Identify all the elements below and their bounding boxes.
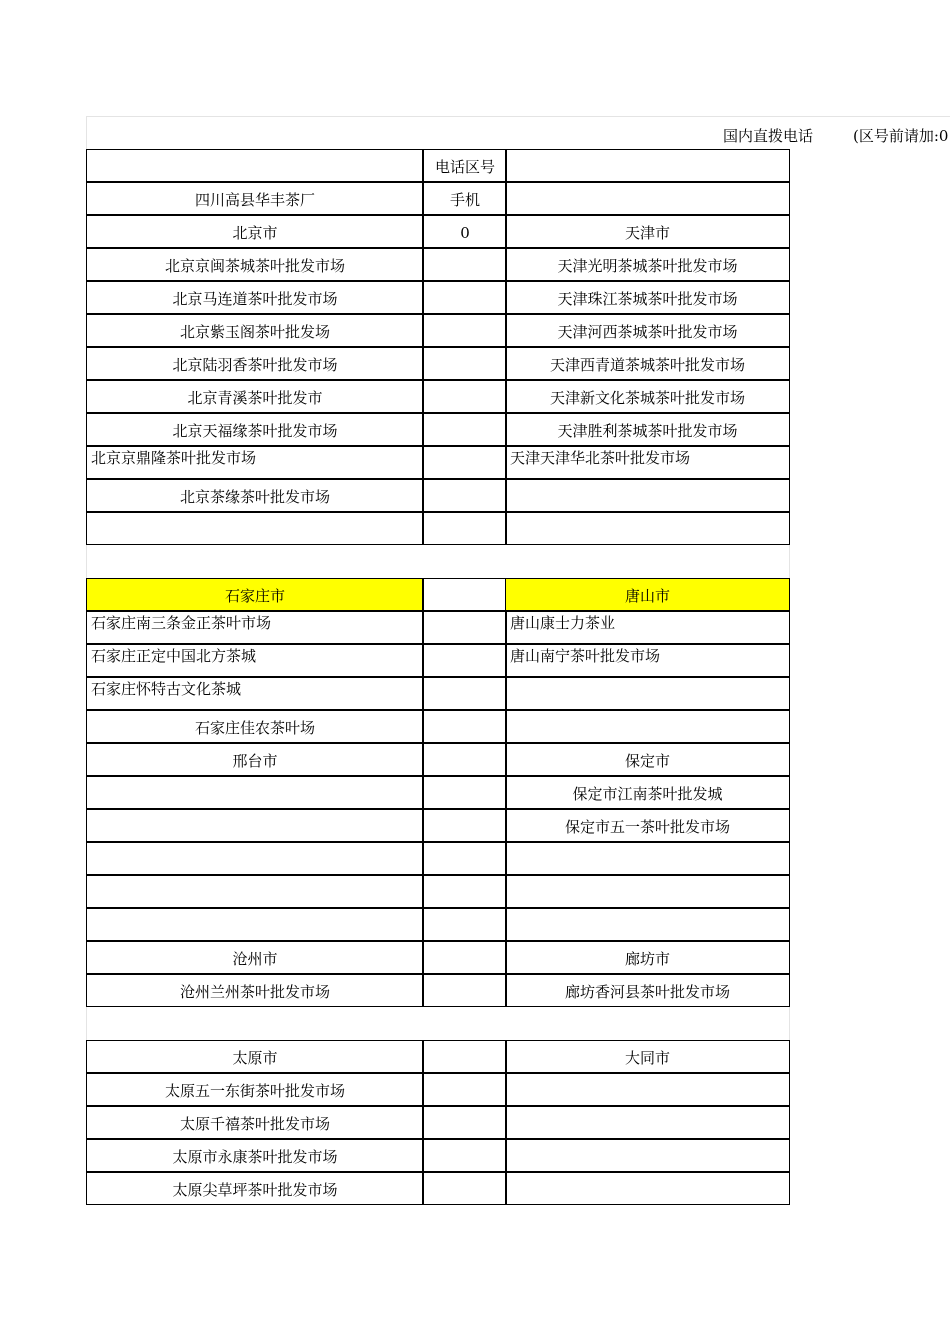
market-cell-right[interactable] [505, 908, 790, 941]
table-row [86, 182, 790, 215]
area-code-cell[interactable] [422, 347, 507, 380]
market-cell-right[interactable]: 天津西青道茶城茶叶批发市场 [505, 347, 790, 380]
area-code-cell[interactable] [422, 776, 507, 809]
table-row [86, 380, 790, 413]
market-cell-left[interactable]: 石家庄正定中国北方茶城 [86, 644, 424, 677]
area-code-cell[interactable] [422, 842, 507, 875]
header-row [86, 116, 950, 150]
market-cell-left[interactable]: 北京京闽茶城茶叶批发市场 [86, 248, 424, 281]
market-cell-left[interactable]: 北京陆羽香茶叶批发市场 [86, 347, 424, 380]
market-cell-right[interactable] [505, 479, 790, 512]
market-cell-right[interactable] [505, 1106, 790, 1139]
area-code-cell[interactable] [422, 314, 507, 347]
market-cell-left[interactable] [86, 809, 424, 842]
area-code-cell[interactable] [422, 248, 507, 281]
table-row [86, 809, 790, 842]
table-row [86, 248, 790, 281]
table-row [86, 1172, 790, 1205]
area-code-cell[interactable] [422, 281, 507, 314]
area-code-cell[interactable] [422, 479, 507, 512]
area-code-cell[interactable] [422, 1172, 507, 1205]
area-code-cell[interactable] [422, 578, 507, 611]
area-code-cell[interactable] [422, 941, 507, 974]
market-cell-right[interactable]: 唐山市 [505, 578, 790, 611]
area-code-cell[interactable] [422, 446, 507, 479]
market-cell-right[interactable] [505, 1172, 790, 1205]
market-cell-left[interactable]: 石家庄市 [86, 578, 424, 611]
market-cell-left[interactable]: 太原尖草坪茶叶批发市场 [86, 1172, 424, 1205]
market-cell-left[interactable]: 太原五一东街茶叶批发市场 [86, 1073, 424, 1106]
table-row [86, 974, 790, 1007]
section-gap [86, 545, 790, 578]
area-code-cell[interactable] [422, 809, 507, 842]
market-cell-right[interactable]: 天津光明茶城茶叶批发市场 [505, 248, 790, 281]
area-code-cell[interactable] [422, 380, 507, 413]
area-code-cell[interactable]: 0 [422, 215, 507, 248]
table-row [86, 578, 790, 611]
market-cell-left[interactable] [86, 908, 424, 941]
market-cell-left[interactable] [86, 512, 424, 545]
table-row [86, 314, 790, 347]
table-row [86, 413, 790, 446]
table-row [86, 446, 790, 479]
table-row [86, 1040, 790, 1073]
area-code-cell[interactable] [422, 1073, 507, 1106]
table-row [86, 941, 790, 974]
market-cell-left[interactable]: 北京紫玉阁茶叶批发场 [86, 314, 424, 347]
area-code-cell[interactable] [422, 1040, 507, 1073]
market-cell-left[interactable]: 太原市 [86, 1040, 424, 1073]
market-cell-right[interactable] [505, 149, 790, 182]
market-cell-left[interactable]: 北京茶缘茶叶批发市场 [86, 479, 424, 512]
table-row [86, 908, 790, 941]
table-row [86, 1073, 790, 1106]
tea-market-table [86, 149, 790, 1205]
area-prefix-note: (区号前请加:0 [853, 127, 949, 145]
market-cell-left[interactable]: 邢台市 [86, 743, 424, 776]
direct-dial-label: 国内直拨电话 [723, 127, 814, 145]
area-code-cell[interactable] [422, 413, 507, 446]
table-row [86, 644, 790, 677]
market-cell-right[interactable]: 天津市 [505, 215, 790, 248]
area-code-cell[interactable] [422, 710, 507, 743]
market-cell-right[interactable]: 大同市 [505, 1040, 790, 1073]
market-cell-right[interactable]: 唐山康士力茶业 [505, 611, 790, 644]
table-row [86, 479, 790, 512]
table-row [86, 842, 790, 875]
market-cell-right[interactable] [505, 182, 790, 215]
market-cell-left[interactable] [86, 842, 424, 875]
table-row [86, 347, 790, 380]
table-row [86, 776, 790, 809]
table-row [86, 1106, 790, 1139]
area-code-cell[interactable] [422, 743, 507, 776]
market-cell-right[interactable] [505, 842, 790, 875]
market-cell-right[interactable]: 天津新文化茶城茶叶批发市场 [505, 380, 790, 413]
area-code-cell[interactable] [422, 974, 507, 1007]
market-cell-right[interactable] [505, 875, 790, 908]
area-code-cell[interactable]: 电话区号 [422, 149, 507, 182]
area-code-cell[interactable] [422, 677, 507, 710]
market-cell-left[interactable]: 石家庄怀特古文化茶城 [86, 677, 424, 710]
area-code-cell[interactable] [422, 908, 507, 941]
area-code-cell[interactable] [422, 1139, 507, 1172]
area-code-cell[interactable]: 手机 [422, 182, 507, 215]
market-cell-right[interactable] [505, 1073, 790, 1106]
table-row [86, 1139, 790, 1172]
market-cell-right[interactable]: 唐山南宁茶叶批发市场 [505, 644, 790, 677]
market-cell-left[interactable] [86, 875, 424, 908]
market-cell-right[interactable]: 保定市五一茶叶批发市场 [505, 809, 790, 842]
area-code-cell[interactable] [422, 875, 507, 908]
table-row [86, 512, 790, 545]
table-row [86, 149, 790, 182]
area-code-cell[interactable] [422, 611, 507, 644]
market-cell-left[interactable]: 沧州市 [86, 941, 424, 974]
table-row [86, 215, 790, 248]
table-row [86, 545, 790, 578]
market-cell-left[interactable]: 北京马连道茶叶批发市场 [86, 281, 424, 314]
market-cell-left[interactable]: 石家庄南三条金正茶叶市场 [86, 611, 424, 644]
market-cell-left[interactable]: 太原市永康茶叶批发市场 [86, 1139, 424, 1172]
market-cell-left[interactable]: 四川高县华丰茶厂 [86, 182, 424, 215]
table-row [86, 611, 790, 644]
table-row [86, 677, 790, 710]
market-cell-right[interactable] [505, 677, 790, 710]
market-cell-right[interactable] [505, 710, 790, 743]
market-cell-left[interactable]: 太原千禧茶叶批发市场 [86, 1106, 424, 1139]
market-cell-left[interactable]: 北京市 [86, 215, 424, 248]
market-cell-right[interactable]: 天津珠江茶城茶叶批发市场 [505, 281, 790, 314]
market-cell-right[interactable]: 保定市江南茶叶批发城 [505, 776, 790, 809]
table-row [86, 1007, 790, 1040]
market-cell-left[interactable]: 北京京鼎隆茶叶批发市场 [86, 446, 424, 479]
table-row [86, 710, 790, 743]
table-row [86, 743, 790, 776]
market-cell-right[interactable]: 廊坊市 [505, 941, 790, 974]
market-cell-left[interactable]: 北京天福缘茶叶批发市场 [86, 413, 424, 446]
table-row [86, 875, 790, 908]
table-row [86, 281, 790, 314]
market-cell-right[interactable]: 天津河西茶城茶叶批发市场 [505, 314, 790, 347]
section-gap [86, 1007, 790, 1040]
market-cell-right[interactable] [505, 1139, 790, 1172]
area-code-cell[interactable] [422, 512, 507, 545]
market-cell-left[interactable]: 石家庄佳农茶叶场 [86, 710, 424, 743]
market-cell-left[interactable] [86, 776, 424, 809]
market-cell-left[interactable]: 沧州兰州茶叶批发市场 [86, 974, 424, 1007]
area-code-cell[interactable] [422, 644, 507, 677]
market-cell-right[interactable]: 天津天津华北茶叶批发市场 [505, 446, 790, 479]
market-cell-left[interactable]: 北京青溪茶叶批发市 [86, 380, 424, 413]
market-cell-left[interactable] [86, 149, 424, 182]
market-cell-right[interactable]: 廊坊香河县茶叶批发市场 [505, 974, 790, 1007]
market-cell-right[interactable] [505, 512, 790, 545]
market-cell-right[interactable]: 天津胜利茶城茶叶批发市场 [505, 413, 790, 446]
market-cell-right[interactable]: 保定市 [505, 743, 790, 776]
area-code-cell[interactable] [422, 1106, 507, 1139]
